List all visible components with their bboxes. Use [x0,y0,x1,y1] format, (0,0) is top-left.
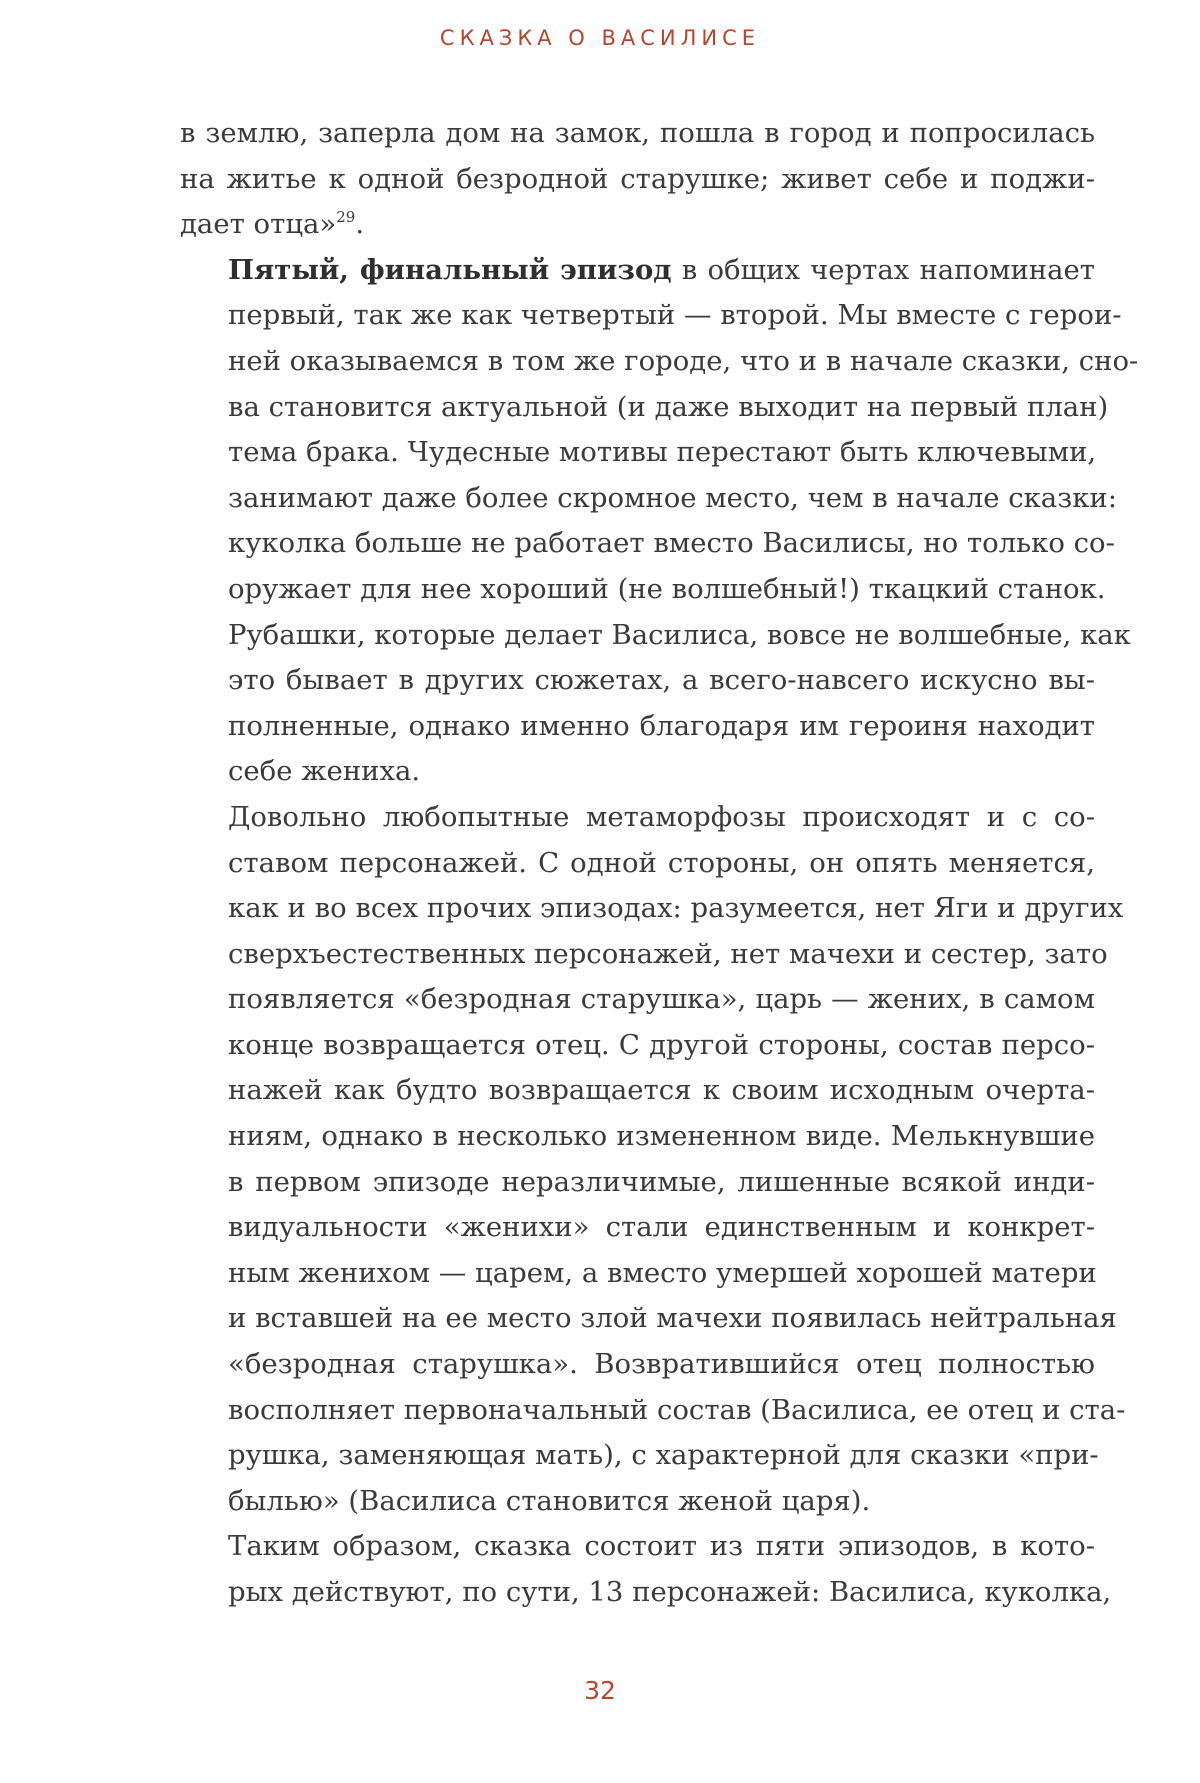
text-line: оружает для нее хороший (не волшебный!) ткацкий станок. [228,572,1106,605]
text-line: на житье к одной безродной старушке; живет себе и поджи- [180,162,1095,195]
text-line: ниям, однако в несколько измененном виде. Мелькнувшие [228,1120,1095,1153]
text-line: первый, так же как четвертый — второй. Мы вместе с герои- [228,299,1122,332]
text-line: в первом эпизоде неразличимые, лишенные всякой инди- [228,1165,1095,1198]
text-line [180,202,1095,248]
text-line: это бывает в других сюжетах, а всего-навсего искусно вы- [228,664,1095,697]
text-line: Рубашки, которые делает Василиса, вовсе не волшебные, как [228,618,1131,651]
text-line [180,248,1095,294]
paragraph-3 [180,795,1126,1525]
text-line: Довольно любопытные метаморфозы происходят и с со- [228,800,1095,833]
text-line: ней оказываемся в том же городе, что и в начале сказки, сно- [228,344,1139,377]
text-line: конце возвращается отец. С другой стороны, состав персо- [228,1028,1095,1061]
text-line: тема брака. Чудесные мотивы перестают быть ключевыми, [228,436,1097,469]
text-line: появляется «безродная старушка», царь — жених, в самом [228,983,1095,1016]
text-line: себе жениха. [228,755,421,788]
text-line: ва становится актуальной (и даже выходит на первый план) [228,390,1109,423]
paragraph-2 [180,248,1139,795]
text-line: полненные, однако именно благодаря им героиня находит [228,709,1095,742]
text-line: сверхъестественных персонажей, нет мачехи и сестер, зато [228,937,1108,970]
text-fragment: . [355,208,365,241]
page-number: 32 [584,1676,616,1705]
text-line: и вставшей на ее место злой мачехи появилась нейтральная [228,1302,1117,1335]
running-header: СКАЗКА О ВАСИЛИСЕ [439,26,761,50]
text-line: ставом персонажей. С одной стороны, он опять меняется, [228,846,1095,879]
text-line: восполняет первоначальный состав (Василиса, ее отец и ста- [228,1393,1126,1426]
text-fragment: в общих чертах напоминает [671,253,1096,286]
text-line: Таким образом, сказка состоит из пяти эпизодов, в кото- [228,1530,1095,1563]
text-line: былью» (Василиса становится женой царя). [228,1484,871,1517]
text-fragment: дает отца» [180,208,337,241]
paragraph-1 [180,111,1095,248]
text-line: «безродная старушка». Возвратившийся отец полностью [228,1348,1095,1381]
body-text [180,111,1139,1616]
text-line: ным женихом — царем, а вместо умершей хорошей матери [228,1256,1097,1289]
paragraph-4 [180,1524,1112,1615]
footnote-reference[interactable]: 29 [336,208,356,227]
text-line: в землю, заперла дом на замок, пошла в город и попросилась [180,117,1095,149]
text-line: куколка больше не работает вместо Василисы, но только со- [228,527,1115,560]
text-line: рых действуют, по сути, 13 персонажей: Василиса, куколка, [228,1576,1112,1608]
text-line: занимают даже более скромное место, чем в начале сказки: [228,481,1117,514]
text-line: нажей как будто возвращается к своим исходным очерта- [228,1074,1095,1107]
text-line: видуальности «женихи» стали единственным и конкрет- [228,1211,1095,1244]
text-line: как и во всех прочих эпизодах: разумеется, нет Яги и других [228,892,1124,925]
text-line: рушка, заменяющая мать), с характерной для сказки «при- [228,1439,1099,1472]
bold-lead-phrase: Пятый, финальный эпизод [228,253,672,286]
